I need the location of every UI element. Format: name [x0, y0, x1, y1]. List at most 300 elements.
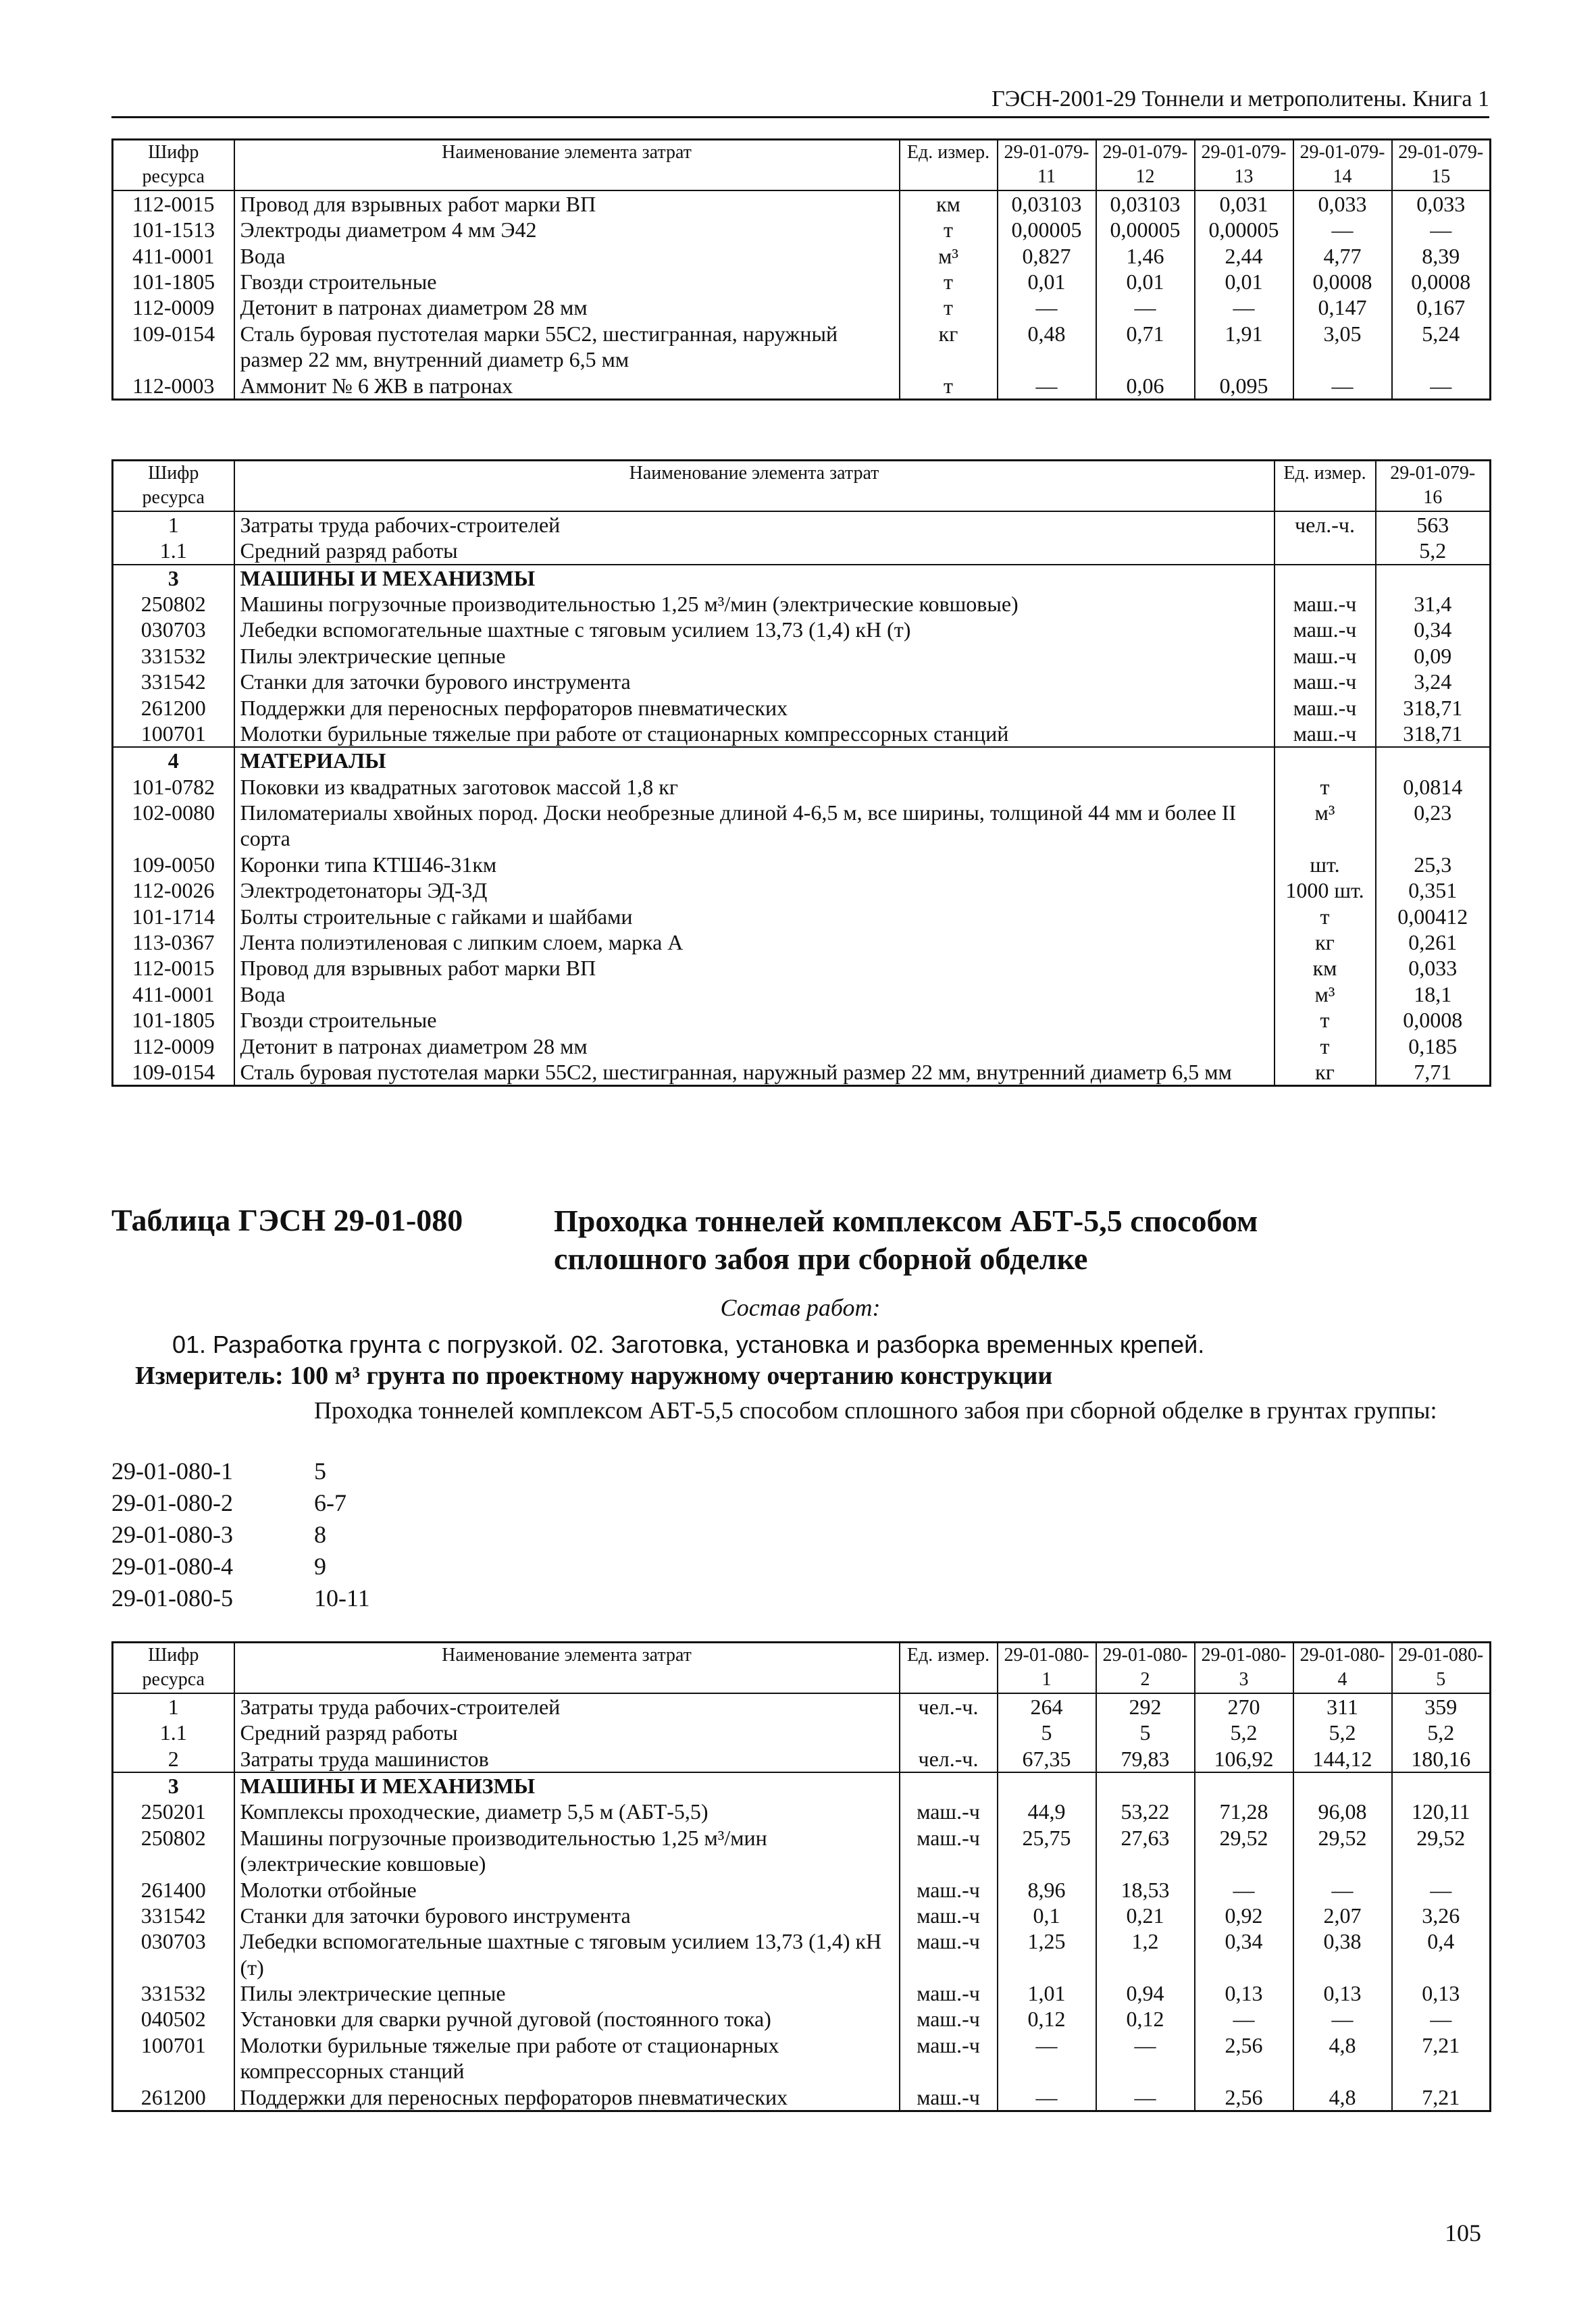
table-cell: 311 — [1293, 1693, 1392, 1720]
resource-table-079-16 — [111, 459, 1491, 1087]
table-row — [113, 217, 1491, 242]
table-cell: Провод для взрывных работ марки ВП — [234, 955, 1275, 981]
table-cell: 0,167 — [1392, 294, 1491, 320]
soil-group: 6-7 — [314, 1489, 346, 1516]
table-row — [113, 511, 1491, 538]
table-cell: 331542 — [113, 1903, 234, 1928]
table-cell: 0,0008 — [1376, 1007, 1491, 1033]
table-row — [113, 747, 1491, 773]
table-cell — [1376, 565, 1491, 591]
table-cell: 113-0367 — [113, 929, 234, 955]
table-cell: 8,96 — [998, 1877, 1096, 1903]
table-cell: Поддержки для переносных перфораторов пневматических — [234, 695, 1275, 721]
table-cell: — — [1392, 373, 1491, 400]
table-row — [113, 1007, 1491, 1033]
table-cell: — — [1392, 1877, 1491, 1903]
table-cell: 411-0001 — [113, 981, 234, 1007]
table-cell: 79,83 — [1096, 1746, 1195, 1772]
table-cell: м³ — [1275, 800, 1376, 852]
table-cell: — — [1096, 2032, 1195, 2084]
table-cell: кг — [1275, 1059, 1376, 1086]
table-cell — [1195, 1772, 1293, 1799]
table-row — [113, 852, 1491, 877]
table-row — [113, 1693, 1491, 1720]
table-cell: Сталь буровая пустотелая марки 55С2, шестигранная, наружный размер 22 мм, внутренний диаметр 6,5 мм — [234, 1059, 1275, 1086]
table-cell: 1,46 — [1096, 243, 1195, 269]
code-value: 29-01-080-3 — [111, 1521, 233, 1548]
table-row — [113, 1799, 1491, 1824]
table-cell: 112-0003 — [113, 373, 234, 400]
code-row — [111, 1519, 370, 1551]
table-cell: — — [1195, 294, 1293, 320]
table-cell: 331532 — [113, 643, 234, 669]
table-cell: 261200 — [113, 695, 234, 721]
table-cell: т — [900, 373, 998, 400]
code-value: 29-01-080-2 — [111, 1489, 233, 1516]
table-row — [113, 2032, 1491, 2084]
table-cell: 0,351 — [1376, 877, 1491, 903]
table-cell: 5 — [1096, 1720, 1195, 1745]
table-row — [113, 695, 1491, 721]
table-cell — [1096, 1772, 1195, 1799]
table-cell: Пилы электрические цепные — [234, 1980, 900, 2006]
table-cell: 5 — [998, 1720, 1096, 1745]
table-cell: 0,031 — [1195, 190, 1293, 217]
table-cell: Поковки из квадратных заготовок массой 1,8 кг — [234, 774, 1275, 800]
table-cell: Детонит в патронах диаметром 28 мм — [234, 294, 900, 320]
table-cell: т — [1275, 774, 1376, 800]
table-cell: 0,09 — [1376, 643, 1491, 669]
table-cell: 5,2 — [1293, 1720, 1392, 1745]
table-row — [113, 591, 1491, 617]
column-header: 29-01-079-14 — [1293, 140, 1392, 190]
table-cell: м³ — [900, 243, 998, 269]
table-cell: 0,4 — [1392, 1928, 1491, 1980]
table-cell: 67,35 — [998, 1746, 1096, 1772]
table-cell: Гвозди строительные — [234, 269, 900, 294]
table-cell: чел.-ч. — [900, 1693, 998, 1720]
page-number: 105 — [1445, 2219, 1481, 2246]
works-list: 01. Разработка грунта с погрузкой. 02. Заготовка, установка и разборка временных крепей. — [172, 1331, 1205, 1358]
table-cell: чел.-ч. — [900, 1746, 998, 1772]
table-cell: 180,16 — [1392, 1746, 1491, 1772]
table-row — [113, 721, 1491, 747]
table-cell: 0,48 — [998, 321, 1096, 373]
table-cell: маш.-ч — [900, 2084, 998, 2111]
table-cell — [900, 1772, 998, 1799]
table-cell: 25,3 — [1376, 852, 1491, 877]
running-header: ГЭСН-2001-29 Тоннели и метрополитены. Книга 1 — [111, 82, 1489, 118]
table-cell: км — [900, 190, 998, 217]
resource-table-079-11-15 — [111, 138, 1491, 401]
table-cell: т — [1275, 904, 1376, 929]
table-cell: 71,28 — [1195, 1799, 1293, 1824]
table-cell: 359 — [1392, 1693, 1491, 1720]
table-cell: — — [1096, 294, 1195, 320]
table-cell: Лента полиэтиленовая с липким слоем, марка А — [234, 929, 1275, 955]
table-cell: 261400 — [113, 1877, 234, 1903]
column-header: 29-01-080-4 — [1293, 1643, 1392, 1693]
table-code-title: Таблица ГЭСН 29-01-080 — [111, 1203, 463, 1237]
table-cell: 31,4 — [1376, 591, 1491, 617]
table-cell: 0,00412 — [1376, 904, 1491, 929]
table-cell: Лебедки вспомогательные шахтные с тяговым усилием 13,73 (1,4) кН (т) — [234, 617, 1275, 642]
table-cell: 0,03103 — [998, 190, 1096, 217]
table-cell: 250802 — [113, 591, 234, 617]
table-cell: 270 — [1195, 1693, 1293, 1720]
table-cell: 1,01 — [998, 1980, 1096, 2006]
table-cell: Станки для заточки бурового инструмента — [234, 1903, 900, 1928]
table-cell: Затраты труда рабочих-строителей — [234, 511, 1275, 538]
table-cell: 0,71 — [1096, 321, 1195, 373]
table-row — [113, 929, 1491, 955]
table-row — [113, 904, 1491, 929]
table-cell: 1,25 — [998, 1928, 1096, 1980]
table-cell — [900, 1720, 998, 1745]
table-cell: 0,21 — [1096, 1903, 1195, 1928]
code-row — [111, 1456, 370, 1487]
table-cell: МАШИНЫ И МЕХАНИЗМЫ — [234, 565, 1275, 591]
table-row — [113, 774, 1491, 800]
table-cell: — — [1195, 2006, 1293, 2032]
table-cell: шт. — [1275, 852, 1376, 877]
table-cell: Вода — [234, 243, 900, 269]
table-header-row — [113, 1643, 1491, 1693]
table-row — [113, 1980, 1491, 2006]
table-cell: т — [1275, 1007, 1376, 1033]
table-cell: кг — [900, 321, 998, 373]
table-cell: Лебедки вспомогательные шахтные с тяговым усилием 13,73 (1,4) кН (т) — [234, 1928, 900, 1980]
table-cell: Машины погрузочные производительностью 1,25 м³/мин (электрические ковшовые) — [234, 1825, 900, 1877]
table-cell: 101-1714 — [113, 904, 234, 929]
table-cell: 120,11 — [1392, 1799, 1491, 1824]
code-value: 29-01-080-1 — [111, 1458, 233, 1485]
table-cell: 144,12 — [1293, 1746, 1392, 1772]
table-cell: 0,185 — [1376, 1033, 1491, 1059]
table-row — [113, 2084, 1491, 2111]
table-cell: Электродетонаторы ЭД-3Д — [234, 877, 1275, 903]
column-header: 29-01-080-2 — [1096, 1643, 1195, 1693]
table-cell: 0,01 — [1096, 269, 1195, 294]
table-cell: — — [1293, 373, 1392, 400]
table-row — [113, 269, 1491, 294]
table-cell: чел.-ч. — [1275, 511, 1376, 538]
table-cell: — — [1096, 2084, 1195, 2111]
column-header: 29-01-079-12 — [1096, 140, 1195, 190]
table-cell: 29,52 — [1195, 1825, 1293, 1877]
intro-text: Проходка тоннелей комплексом АБТ-5,5 способом сплошного забоя при сборной обделке в грунтах группы: — [314, 1397, 1437, 1424]
table-cell: маш.-ч — [1275, 591, 1376, 617]
table-cell: 4,77 — [1293, 243, 1392, 269]
table-cell: 101-0782 — [113, 774, 234, 800]
table-cell: 3,26 — [1392, 1903, 1491, 1928]
table-cell: маш.-ч — [900, 1903, 998, 1928]
table-cell: 112-0026 — [113, 877, 234, 903]
table-cell: 331532 — [113, 1980, 234, 2006]
table-cell: 53,22 — [1096, 1799, 1195, 1824]
table-cell: 100701 — [113, 2032, 234, 2084]
table-row — [113, 373, 1491, 400]
table-cell: 0,23 — [1376, 800, 1491, 852]
table-cell: Затраты труда рабочих-строителей — [234, 1693, 900, 1720]
table-cell: — — [1293, 2006, 1392, 2032]
table-cell: 411-0001 — [113, 243, 234, 269]
table-cell: маш.-ч — [1275, 695, 1376, 721]
table-cell: Пиломатериалы хвойных пород. Доски необрезные длиной 4-6,5 м, все ширины, толщиной 44 мм и более II сорта — [234, 800, 1275, 852]
table-row — [113, 190, 1491, 217]
table-cell: 0,13 — [1392, 1980, 1491, 2006]
table-cell: 264 — [998, 1693, 1096, 1720]
table-cell: 7,21 — [1392, 2084, 1491, 2111]
table-row — [113, 243, 1491, 269]
table-header-row — [113, 140, 1491, 190]
table-cell: 7,71 — [1376, 1059, 1491, 1086]
table-cell: 100701 — [113, 721, 234, 747]
column-header: Наименование элемента затрат — [234, 1643, 900, 1693]
table-cell: Вода — [234, 981, 1275, 1007]
table-cell: — — [1293, 217, 1392, 242]
table-cell: 292 — [1096, 1693, 1195, 1720]
table-cell: маш.-ч — [1275, 669, 1376, 694]
table-cell: Болты строительные с гайками и шайбами — [234, 904, 1275, 929]
table-cell: 101-1805 — [113, 269, 234, 294]
table-cell: 8,39 — [1392, 243, 1491, 269]
table-cell: 3,24 — [1376, 669, 1491, 694]
table-name-title: Проходка тоннелей комплексом АБТ-5,5 способом сплошного забоя при сборной обделке — [554, 1204, 1258, 1276]
table-cell: 0,00005 — [1195, 217, 1293, 242]
code-list — [111, 1456, 370, 1614]
table-row — [113, 538, 1491, 564]
table-cell: 3 — [113, 1772, 234, 1799]
table-cell: 0,06 — [1096, 373, 1195, 400]
table-cell: 0,00005 — [998, 217, 1096, 242]
table-cell: т — [1275, 1033, 1376, 1059]
table-cell: 2,56 — [1195, 2032, 1293, 2084]
column-header: 29-01-079-11 — [998, 140, 1096, 190]
table-cell: Пилы электрические цепные — [234, 643, 1275, 669]
table-row — [113, 1903, 1491, 1928]
table-cell: — — [998, 294, 1096, 320]
soil-group: 9 — [314, 1553, 326, 1580]
table-cell: Электроды диаметром 4 мм Э42 — [234, 217, 900, 242]
table-cell: Молотки отбойные — [234, 1877, 900, 1903]
column-header: 29-01-080-5 — [1392, 1643, 1491, 1693]
table-cell: 1,2 — [1096, 1928, 1195, 1980]
table-cell: 109-0050 — [113, 852, 234, 877]
table-cell: 2 — [113, 1746, 234, 1772]
column-header: Ед. измер. — [900, 140, 998, 190]
table-cell: т — [900, 217, 998, 242]
table-cell: — — [1392, 217, 1491, 242]
table-cell: 0,033 — [1293, 190, 1392, 217]
table-cell: 4 — [113, 747, 234, 773]
column-header: Шифр ресурса — [113, 140, 234, 190]
table-cell: МАТЕРИАЛЫ — [234, 747, 1275, 773]
table-row — [113, 1720, 1491, 1745]
column-header: Наименование элемента затрат — [234, 461, 1275, 511]
column-header: Шифр ресурса — [113, 461, 234, 511]
table-cell: 102-0080 — [113, 800, 234, 852]
code-value: 29-01-080-4 — [111, 1553, 233, 1580]
table-cell: 3 — [113, 565, 234, 591]
table-cell: 109-0154 — [113, 321, 234, 373]
table-cell: маш.-ч — [900, 2032, 998, 2084]
table-cell: 1000 шт. — [1275, 877, 1376, 903]
table-cell: 331542 — [113, 669, 234, 694]
table-header-row — [113, 461, 1491, 511]
table-cell — [1293, 1772, 1392, 1799]
table-cell: 0,0814 — [1376, 774, 1491, 800]
table-cell: 0,13 — [1195, 1980, 1293, 2006]
table-cell: 25,75 — [998, 1825, 1096, 1877]
table-cell: 0,0008 — [1392, 269, 1491, 294]
table-cell: маш.-ч — [900, 1877, 998, 1903]
table-cell: 112-0015 — [113, 955, 234, 981]
composition-heading: Состав работ: — [720, 1294, 881, 1321]
table-row — [113, 643, 1491, 669]
table-cell: Детонит в патронах диаметром 28 мм — [234, 1033, 1275, 1059]
table-row — [113, 669, 1491, 694]
table-cell: 318,71 — [1376, 721, 1491, 747]
column-header: 29-01-079-13 — [1195, 140, 1293, 190]
table-cell: маш.-ч — [900, 1799, 998, 1824]
column-header: Наименование элемента затрат — [234, 140, 900, 190]
table-cell: 318,71 — [1376, 695, 1491, 721]
table-cell: м³ — [1275, 981, 1376, 1007]
table-cell: 040502 — [113, 2006, 234, 2032]
column-header: 29-01-080-1 — [998, 1643, 1096, 1693]
table-cell: 0,13 — [1293, 1980, 1392, 2006]
table-cell: Аммонит № 6 ЖВ в патронах — [234, 373, 900, 400]
table-cell — [1275, 538, 1376, 564]
table-cell: 109-0154 — [113, 1059, 234, 1086]
measure-unit: Измеритель: 100 м³ грунта по проектному наружному очертанию конструкции — [135, 1362, 1053, 1390]
table-cell: 112-0009 — [113, 294, 234, 320]
table-cell: Провод для взрывных работ марки ВП — [234, 190, 900, 217]
column-header: 29-01-079-15 — [1392, 140, 1491, 190]
table-cell: 030703 — [113, 617, 234, 642]
resource-table-080-1-5 — [111, 1641, 1491, 2112]
table-row — [113, 294, 1491, 320]
table-cell: Сталь буровая пустотелая марки 55С2, шестигранная, наружный размер 22 мм, внутренний диаметр 6,5 мм — [234, 321, 900, 373]
table-cell: Средний разряд работы — [234, 538, 1275, 564]
table-cell: Затраты труда машинистов — [234, 1746, 900, 1772]
table-cell: 0,34 — [1376, 617, 1491, 642]
table-cell: 0,0008 — [1293, 269, 1392, 294]
table-cell: 0,033 — [1376, 955, 1491, 981]
table-cell: 106,92 — [1195, 1746, 1293, 1772]
table-cell: 2,56 — [1195, 2084, 1293, 2111]
table-cell: 5,2 — [1392, 1720, 1491, 1745]
table-cell: 96,08 — [1293, 1799, 1392, 1824]
table-cell: 5,2 — [1195, 1720, 1293, 1745]
column-header: 29-01-080-3 — [1195, 1643, 1293, 1693]
column-header: Ед. измер. — [900, 1643, 998, 1693]
table-cell: 5,24 — [1392, 321, 1491, 373]
table-cell: 18,1 — [1376, 981, 1491, 1007]
table-cell: Средний разряд работы — [234, 1720, 900, 1745]
column-header: 29-01-079-16 — [1376, 461, 1491, 511]
table-cell: маш.-ч — [1275, 643, 1376, 669]
table-cell: 112-0009 — [113, 1033, 234, 1059]
table-cell: 1.1 — [113, 1720, 234, 1745]
table-cell: — — [1293, 1877, 1392, 1903]
table-cell: 27,63 — [1096, 1825, 1195, 1877]
table-cell: 0,261 — [1376, 929, 1491, 955]
table-cell: 5,2 — [1376, 538, 1491, 564]
table-cell: 1 — [113, 511, 234, 538]
table-cell — [1376, 747, 1491, 773]
soil-group: 5 — [314, 1458, 326, 1485]
table-cell: маш.-ч — [900, 2006, 998, 2032]
table-row — [113, 1772, 1491, 1799]
table-cell: 250802 — [113, 1825, 234, 1877]
table-cell: 1 — [113, 1693, 234, 1720]
table-cell: 0,34 — [1195, 1928, 1293, 1980]
table-row — [113, 981, 1491, 1007]
table-cell: Молотки бурильные тяжелые при работе от стационарных компрессорных станций — [234, 2032, 900, 2084]
table-cell: МАШИНЫ И МЕХАНИЗМЫ — [234, 1772, 900, 1799]
table-cell: 2,44 — [1195, 243, 1293, 269]
table-cell: 101-1805 — [113, 1007, 234, 1033]
table-cell: 1,91 — [1195, 321, 1293, 373]
table-cell: 0,12 — [998, 2006, 1096, 2032]
section-title — [111, 1202, 1489, 1297]
table-cell — [1275, 747, 1376, 773]
table-cell — [998, 1772, 1096, 1799]
table-cell: 44,9 — [998, 1799, 1096, 1824]
code-row — [111, 1551, 370, 1583]
table-row — [113, 2006, 1491, 2032]
table-row — [113, 1033, 1491, 1059]
table-cell: 4,8 — [1293, 2032, 1392, 2084]
code-row — [111, 1583, 370, 1614]
table-cell: — — [1195, 1877, 1293, 1903]
table-cell: 3,05 — [1293, 321, 1392, 373]
table-cell: 0,01 — [998, 269, 1096, 294]
table-cell: 261200 — [113, 2084, 234, 2111]
table-cell: 1.1 — [113, 538, 234, 564]
table-row — [113, 321, 1491, 373]
table-row — [113, 800, 1491, 852]
table-cell: 0,92 — [1195, 1903, 1293, 1928]
table-cell: маш.-ч — [1275, 721, 1376, 747]
table-cell: 0,94 — [1096, 1980, 1195, 2006]
code-row — [111, 1487, 370, 1519]
table-cell: маш.-ч — [900, 1825, 998, 1877]
table-cell: — — [998, 373, 1096, 400]
table-row — [113, 1059, 1491, 1086]
table-row — [113, 1877, 1491, 1903]
table-cell: 0,00005 — [1096, 217, 1195, 242]
table-cell: 101-1513 — [113, 217, 234, 242]
column-header: Шифр ресурса — [113, 1643, 234, 1693]
table-cell: 112-0015 — [113, 190, 234, 217]
table-cell: Станки для заточки бурового инструмента — [234, 669, 1275, 694]
table-cell: 2,07 — [1293, 1903, 1392, 1928]
table-cell: маш.-ч — [1275, 617, 1376, 642]
table-cell: 030703 — [113, 1928, 234, 1980]
table-cell: 0,147 — [1293, 294, 1392, 320]
table-row — [113, 617, 1491, 642]
table-cell: 0,1 — [998, 1903, 1096, 1928]
table-cell: 18,53 — [1096, 1877, 1195, 1903]
table-cell: 29,52 — [1293, 1825, 1392, 1877]
table-cell: 250201 — [113, 1799, 234, 1824]
table-cell: 0,03103 — [1096, 190, 1195, 217]
table-cell: Коронки типа КТШ46-31км — [234, 852, 1275, 877]
table-row — [113, 955, 1491, 981]
